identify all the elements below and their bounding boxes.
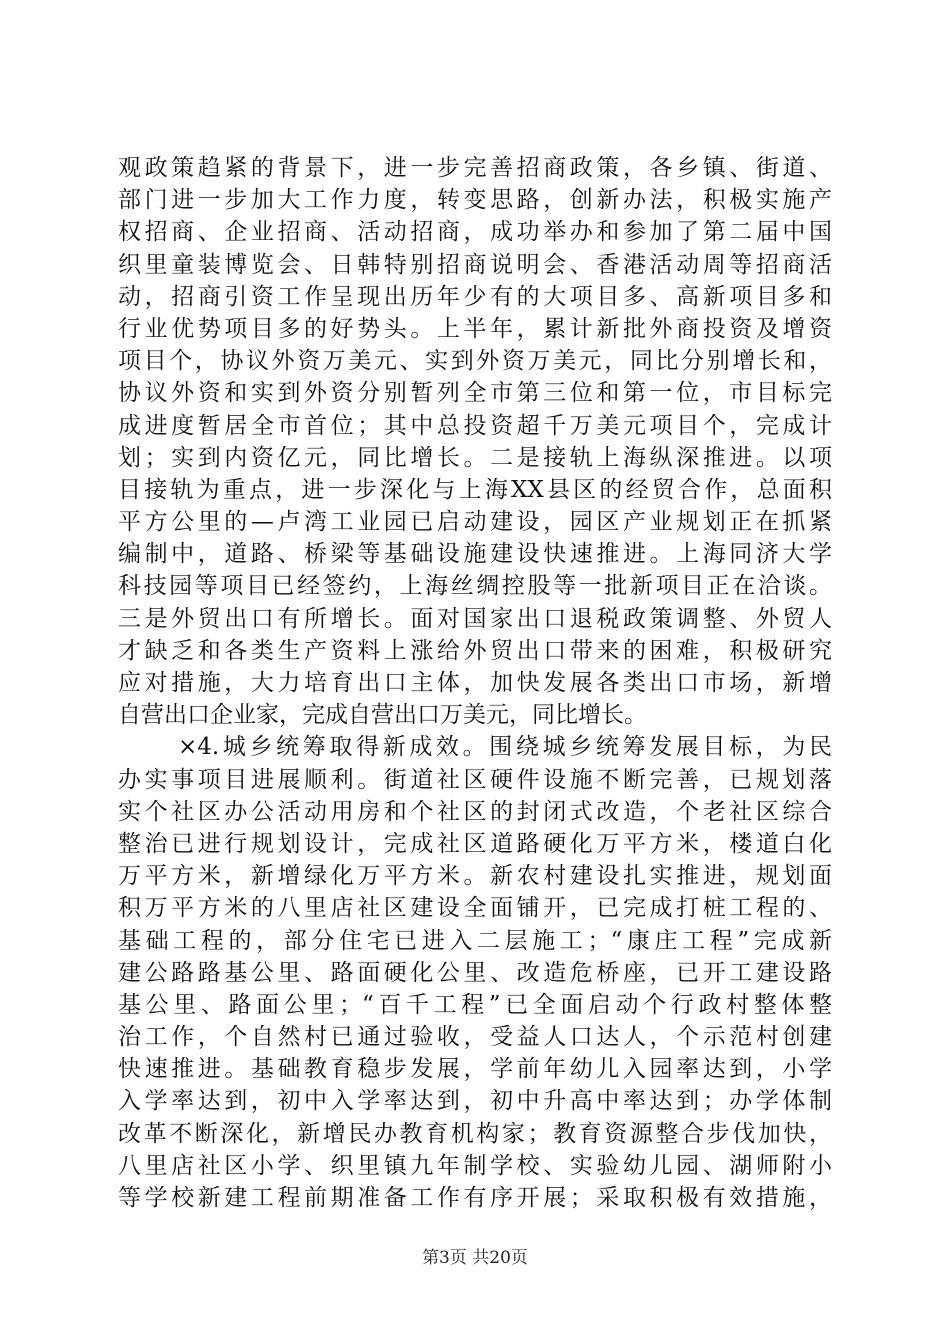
text-line: 办实事项目进展顺利。街道社区硬件设施不断完善，已规划落 (118, 766, 832, 793)
text-line: 平方公里的—卢湾工业园已启动建设，园区产业规划正在抓紧 (118, 509, 832, 536)
text-line: 治工作，个自然村已通过验收，受益人口达人，个示范村创建 (118, 1024, 832, 1051)
text-line: 基础工程的，部分住宅已进入二层施工；“康庄工程”完成新 (118, 927, 832, 954)
page-footer: 第3页 共20页 (422, 1248, 528, 1268)
paragraph (118, 731, 832, 1214)
text-line: 自营出口企业家，完成自营出口万美元，同比增长。 (118, 702, 647, 729)
paragraph (118, 152, 832, 731)
text-line: 基公里、路面公里；“百千工程”已全面启动个行政村整体整 (118, 991, 832, 1018)
document-body (118, 152, 832, 1214)
text-line: 观政策趋紧的背景下，进一步完善招商政策，各乡镇、街道、 (118, 155, 832, 181)
text-line: 入学率达到，初中入学率达到，初中升高中率达到；办学体制 (118, 1088, 832, 1115)
text-line: 整治已进行规划设计，完成社区道路硬化万平方米，楼道白化 (118, 830, 832, 857)
text-line: 实个社区办公活动用房和个社区的封闭式改造，个老社区综合 (118, 798, 832, 825)
text-line: 编制中，道路、桥梁等基础设施建设快速推进。上海同济大学 (118, 541, 832, 568)
text-line: ×4.城乡统筹取得新成效。围绕城乡统筹发展目标，为民 (178, 734, 832, 761)
text-line: 划；实到内资亿元，同比增长。二是接轨上海纵深推进。以项 (118, 444, 832, 471)
text-line: 部门进一步加大工作力度，转变思路，创新办法，积极实施产 (118, 187, 832, 214)
text-line: 行业优势项目多的好势头。上半年，累计新批外商投资及增资 (118, 315, 832, 342)
text-line: 改革不断深化，新增民办教育机构家；教育资源整合步伐加快， (118, 1120, 832, 1147)
text-line: 协议外资和实到外资分别暂列全市第三位和第一位，市目标完 (118, 380, 832, 407)
text-line: 积万平方米的八里店社区建设全面铺开，已完成打桩工程的、 (118, 895, 832, 922)
text-line: 八里店社区小学、织里镇九年制学校、实验幼儿园、湖师附小 (118, 1152, 832, 1179)
text-line: 科技园等项目已经签约，上海丝绸控股等一批新项目正在洽谈。 (118, 573, 832, 600)
text-line: 三是外贸出口有所增长。面对国家出口退税政策调整、外贸人 (118, 605, 832, 632)
text-line: 动，招商引资工作呈现出历年少有的大项目多、高新项目多和 (118, 283, 832, 310)
text-line: 等学校新建工程前期准备工作有序开展；采取积极有效措施， (118, 1185, 832, 1211)
text-line: 项目个，协议外资万美元、实到外资万美元，同比分别增长和， (118, 348, 832, 375)
text-line: 成进度暂居全市首位；其中总投资超千万美元项目个，完成计 (118, 412, 832, 439)
text-line: 建公路路基公里、路面硬化公里、改造危桥座，已开工建设路 (118, 959, 832, 986)
text-line: 万平方米，新增绿化万平方米。新农村建设扎实推进，规划面 (118, 863, 832, 890)
text-line: 权招商、企业招商、活动招商，成功举办和参加了第二届中国 (118, 219, 832, 246)
text-line: 织里童装博览会、日韩特别招商说明会、香港活动周等招商活 (118, 251, 832, 278)
text-line: 应对措施，大力培育出口主体，加快发展各类出口市场，新增 (118, 670, 832, 696)
text-line: 目接轨为重点，进一步深化与上海XX县区的经贸合作，总面积 (118, 476, 832, 503)
text-line: 快速推进。基础教育稳步发展，学前年幼儿入园率达到，小学 (118, 1056, 832, 1083)
text-line: 才缺乏和各类生产资料上涨给外贸出口带来的困难，积极研究 (118, 637, 832, 664)
